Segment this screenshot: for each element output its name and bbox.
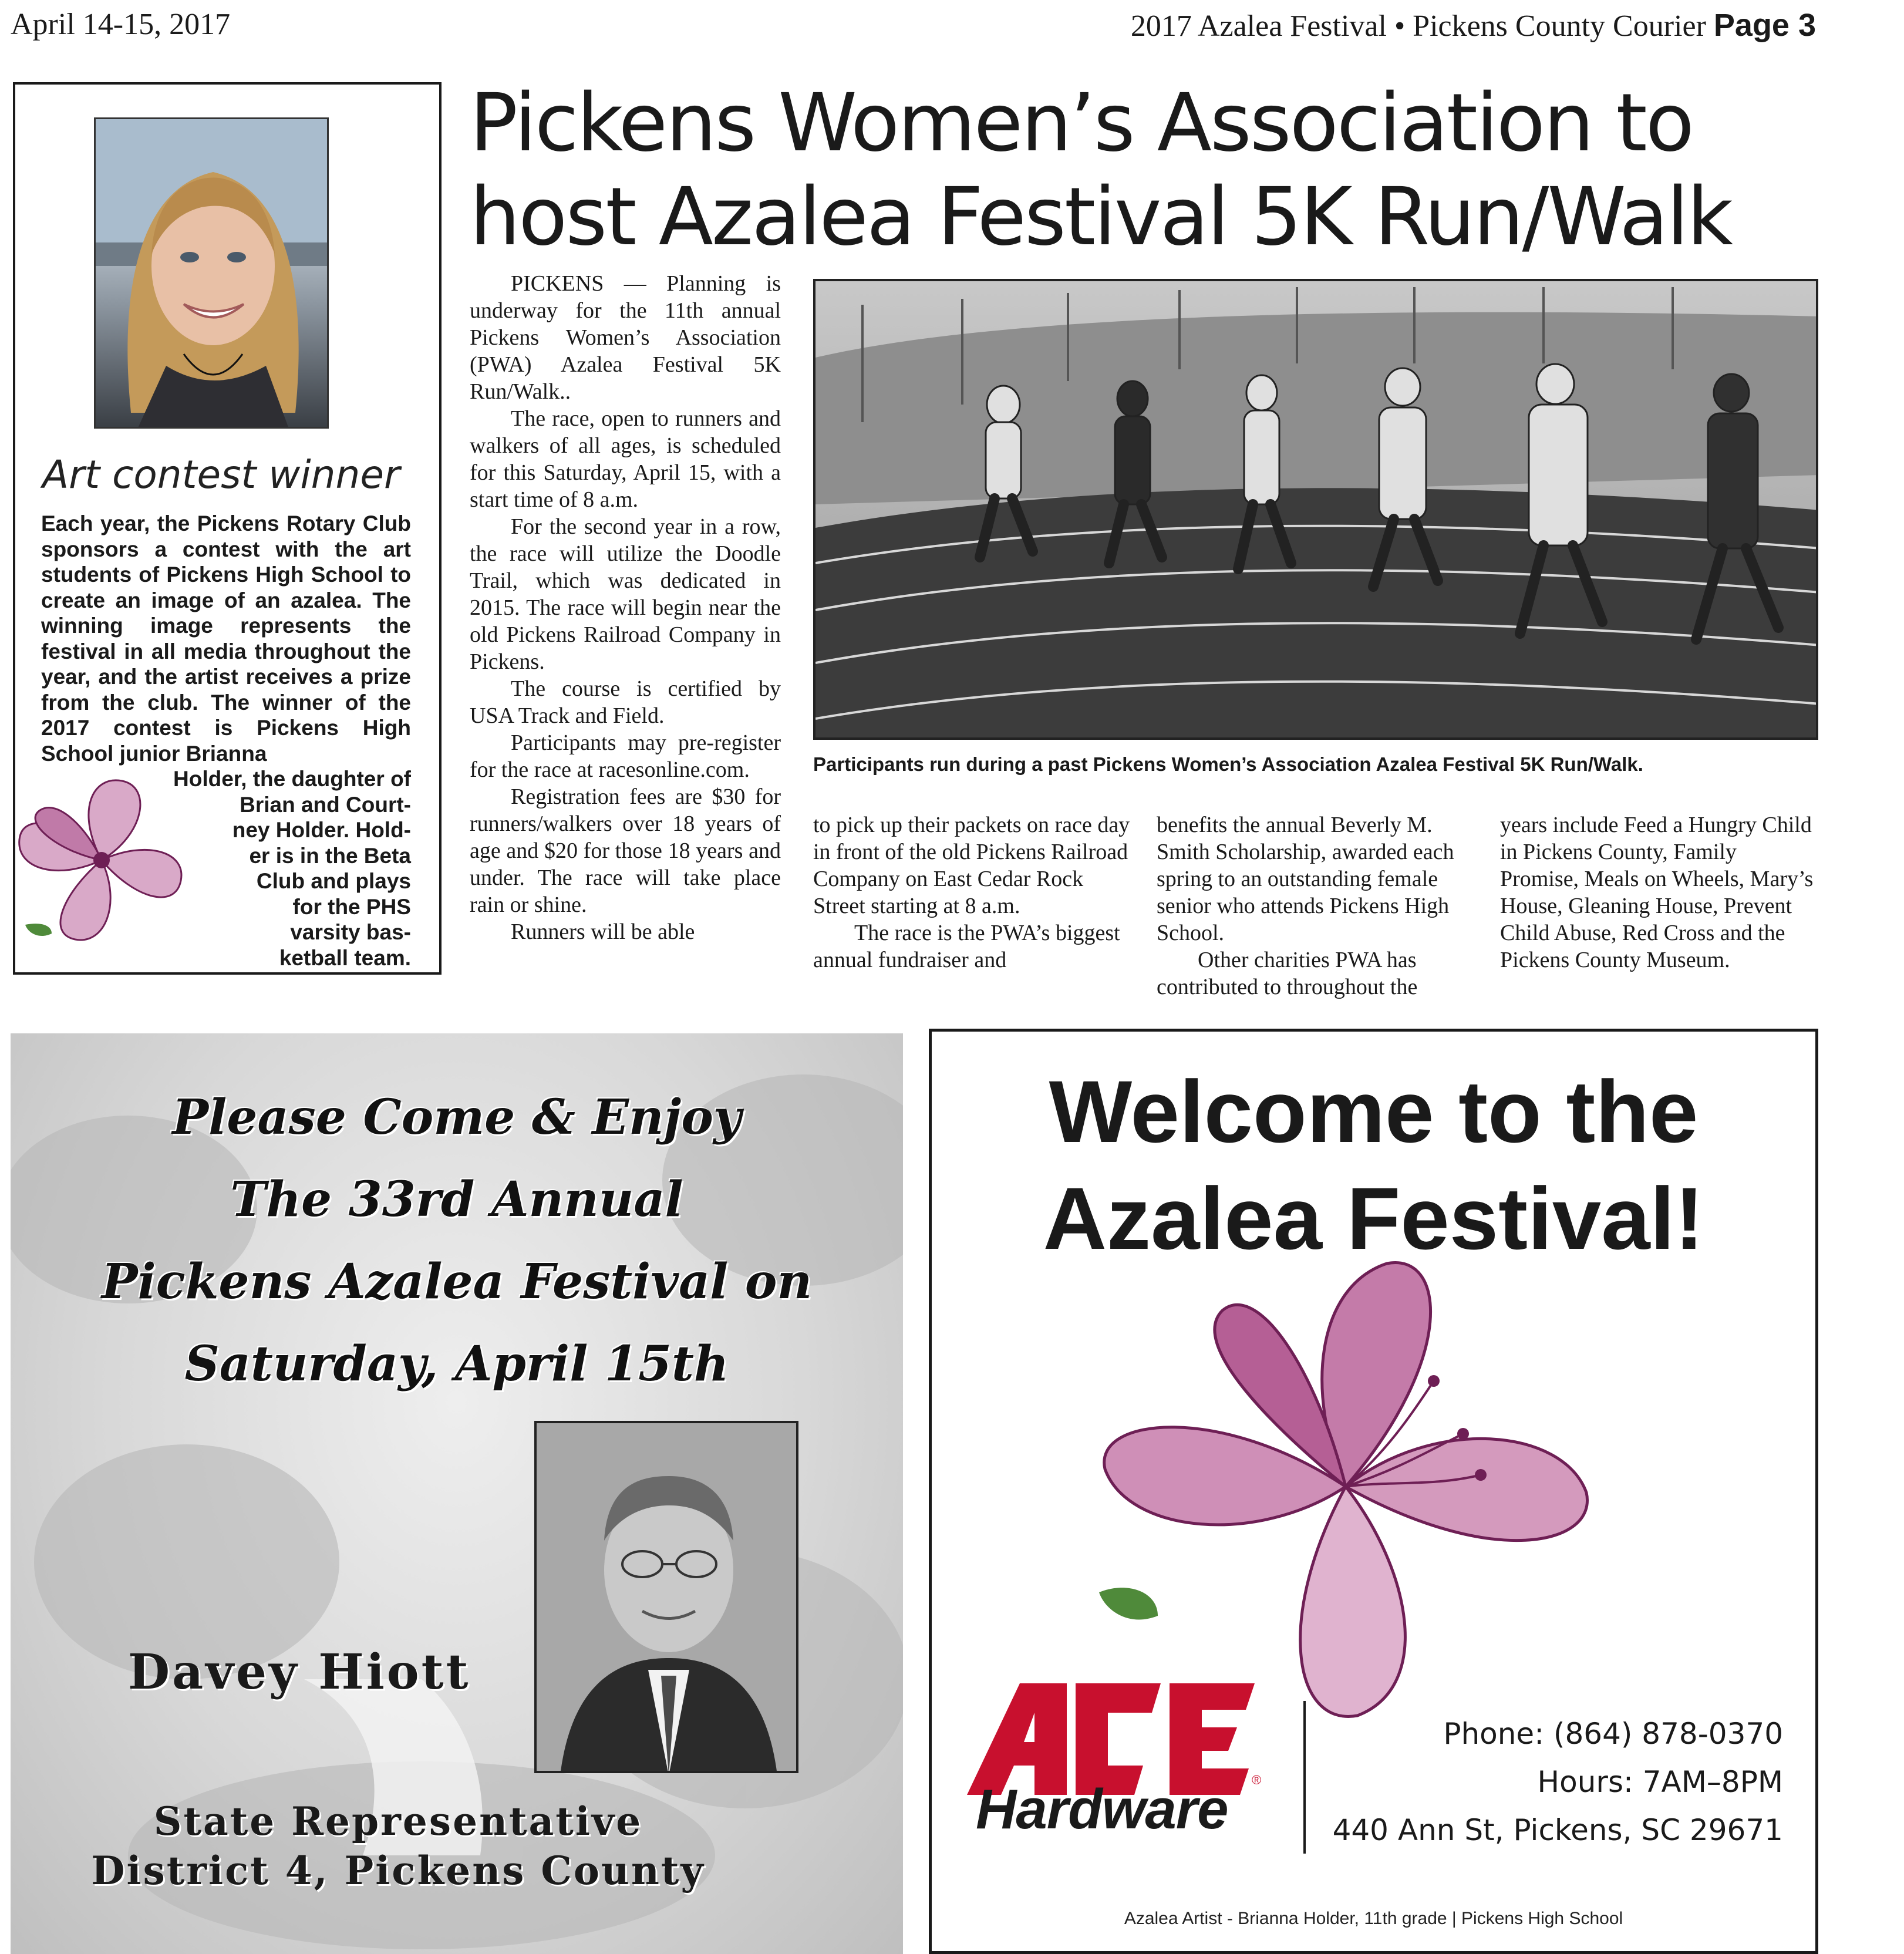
candidate-title-line: District 4, Pickens County	[91, 1848, 705, 1894]
article-paragraph: benefits the annual Beverly M. Smith Scholarship, awarded each spring to an outstanding female senior who attends Pickens High School.	[1157, 813, 1454, 945]
article-paragraph: The race is the PWA’s biggest annual fundraiser and	[813, 921, 1120, 972]
art-tail-line: varsity bas-	[290, 920, 411, 944]
article-paragraph: Participants may pre-register for the race at racesonline.com.	[470, 730, 781, 782]
article-paragraph: The race, open to runners and walkers of all ages, is scheduled for this Saturday, April 15, with a start time of 8 a.m.	[470, 406, 781, 512]
candidate-title	[11, 1797, 786, 1895]
store-address: 440 Ann St, Pickens, SC 29671	[1332, 1813, 1783, 1847]
art-tail-line: Club and plays	[256, 869, 411, 893]
article-paragraph: PICKENS — Planning is underway for the 11th annual Pickens Women’s Association (PWA) Azalea Festival 5K Run/Walk..	[470, 271, 781, 404]
article-paragraph: For the second year in a row, the race will utilize the Doodle Trail, which was dedicated in 2015. The race will begin near the old Pickens Railroad Company in Pickens.	[470, 514, 781, 674]
article-paragraph: years include Feed a Hungry Child in Pickens County, Family Promise, Meals on Wheels, Mary’s House, Gleaning House, Prevent Child Abuse, Red Cross and the Pickens County Museum.	[1500, 813, 1814, 972]
article-column-3	[1157, 811, 1474, 1000]
art-contest-text: Each year, the Pickens Rotary Club sponsors a contest with the art students of Pickens High School to create an image of an azalea. The winning image represents the festival in all media throughout the year, and the artist receives a prize from the club. The winner of the 2017 contest is Pickens High School junior Brianna	[41, 511, 411, 766]
runners-photo	[813, 279, 1818, 740]
ace-headline-line: Azalea Festival!	[1043, 1169, 1704, 1268]
article-column-2	[813, 811, 1130, 973]
store-phone: Phone: (864) 878-0370	[1443, 1717, 1783, 1751]
art-tail-line: ney Holder. Hold-	[232, 818, 411, 842]
article-paragraph: Other charities PWA has contributed to throughout the	[1157, 948, 1418, 999]
art-contest-title: Art contest winner	[42, 452, 400, 497]
art-tail-line: ketball team.	[279, 945, 411, 970]
article-column-4	[1500, 811, 1817, 973]
ad-line-1: Please Come & Enjoy	[172, 1089, 742, 1146]
ad-line-3: Pickens Azalea Festival on	[101, 1254, 813, 1310]
artist-credit: Azalea Artist - Brianna Holder, 11th grade | Pickens High School	[1124, 1909, 1623, 1928]
art-tail-line: Holder, the daughter of	[173, 767, 411, 791]
ace-logo-hardware: Hardware	[976, 1778, 1228, 1841]
ace-headline-line: Welcome to the	[1049, 1062, 1699, 1161]
page-header	[1131, 7, 1816, 43]
article-paragraph: The course is certified by USA Track and Field.	[470, 676, 781, 728]
photo-caption: Participants run during a past Pickens Women’s Association Azalea Festival 5K Run/Walk.	[813, 753, 1643, 775]
article-paragraph: to pick up their packets on race day in front of the old Pickens Railroad Company on East Cedar Rock Street starting at 8 a.m.	[813, 813, 1130, 918]
brianna-holder-photo	[94, 117, 329, 429]
article-column-1	[470, 270, 781, 945]
ace-hardware-advertisement	[929, 1029, 1818, 1954]
ad-line-2: The 33rd Annual	[230, 1171, 683, 1228]
candidate-title-line: State Representative	[153, 1798, 643, 1844]
article-headline: Pickens Women’s Association to host Azalea Festival 5K Run/Walk	[470, 77, 1732, 264]
azalea-illustration	[1081, 1240, 1610, 1733]
art-tail-line: er is in the Beta	[249, 843, 411, 868]
store-info	[1313, 1710, 1783, 1854]
article-paragraph: Registration fees are $30 for runners/walkers over 18 years of age and $20 for those 18 years and under. The race will take place rain or shine.	[470, 784, 781, 917]
publication-name: 2017 Azalea Festival • Pickens County Courier	[1130, 9, 1706, 43]
azalea-small-illustration	[5, 763, 198, 957]
page-number: Page 3	[1713, 8, 1816, 43]
hiott-advertisement	[11, 1033, 903, 1954]
logo-divider	[1303, 1701, 1306, 1854]
store-hours: Hours: 7AM–8PM	[1537, 1765, 1783, 1799]
davey-hiott-photo	[534, 1421, 798, 1773]
art-tail-line: Brian and Court-	[240, 792, 411, 817]
article-paragraph: Runners will be able	[511, 919, 695, 944]
art-tail-line: for the PHS	[292, 894, 411, 919]
registered-mark: ®	[1252, 1773, 1262, 1787]
issue-date: April 14-15, 2017	[11, 8, 231, 41]
candidate-name: Davey Hiott	[128, 1644, 471, 1700]
ad-line-4: Saturday, April 15th	[184, 1336, 729, 1392]
